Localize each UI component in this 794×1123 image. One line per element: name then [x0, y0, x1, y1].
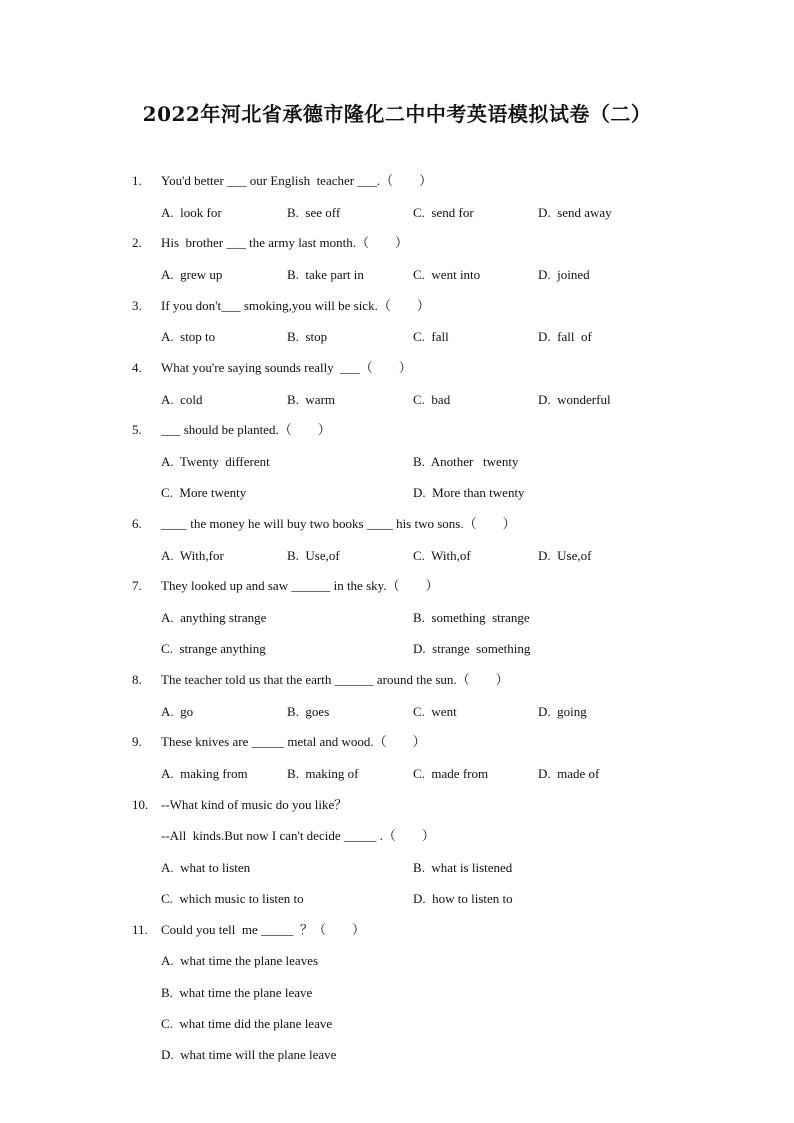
option-a[interactable]: A. making from	[161, 766, 248, 781]
option-b[interactable]: B. goes	[287, 704, 330, 719]
option-c[interactable]: C. went	[413, 704, 457, 719]
question-text: What you're saying sounds really ___（ ）	[161, 360, 412, 375]
option-b[interactable]: B. warm	[287, 392, 336, 407]
option-c[interactable]: C. With,of	[413, 548, 471, 563]
option-d[interactable]: D. send away	[538, 205, 612, 220]
question-number: 5.	[132, 422, 142, 437]
question-text: These knives are _____ metal and wood.（ ）	[161, 734, 426, 749]
question-text: --What kind of music do you like？	[161, 797, 348, 812]
option-d[interactable]: D. joined	[538, 267, 590, 282]
question-text: They looked up and saw ______ in the sky.（ ）	[161, 578, 439, 593]
option-c[interactable]: C. made from	[413, 766, 489, 781]
option-c[interactable]: C. which music to listen to	[161, 891, 304, 906]
question-number: 11.	[132, 922, 148, 937]
question-text: Could you tell me _____ ？（ ）	[161, 922, 366, 937]
option-d[interactable]: D. what time will the plane leave	[161, 1047, 337, 1062]
option-d[interactable]: D. fall of	[538, 329, 592, 344]
question-number: 6.	[132, 516, 142, 531]
question-text: ____ the money he will buy two books ____ his two sons.（ ）	[161, 516, 516, 531]
option-b[interactable]: B. stop	[287, 329, 328, 344]
question-number: 8.	[132, 672, 142, 687]
option-c[interactable]: C. fall	[413, 329, 449, 344]
question-number: 1.	[132, 173, 142, 188]
option-c[interactable]: C. send for	[413, 205, 474, 220]
option-a[interactable]: A. cold	[161, 392, 203, 407]
option-d[interactable]: D. Use,of	[538, 548, 592, 563]
question-text: His brother ___ the army last month.（ ）	[161, 235, 408, 250]
option-b[interactable]: B. what time the plane leave	[161, 985, 313, 1000]
option-a[interactable]: A. anything strange	[161, 610, 267, 625]
option-d[interactable]: D. how to listen to	[413, 891, 513, 906]
option-d[interactable]: D. going	[538, 704, 587, 719]
option-b[interactable]: B. making of	[287, 766, 359, 781]
question-number: 2.	[132, 235, 142, 250]
option-d[interactable]: D. wonderful	[538, 392, 611, 407]
option-b[interactable]: B. what is listened	[413, 860, 513, 875]
question-text: The teacher told us that the earth ______ around the sun.（ ）	[161, 672, 509, 687]
question-text: You'd better ___ our English teacher ___.（ ）	[161, 173, 433, 188]
option-a[interactable]: A. With,for	[161, 548, 224, 563]
option-a[interactable]: A. stop to	[161, 329, 216, 344]
option-d[interactable]: D. strange something	[413, 641, 531, 656]
option-c[interactable]: C. More twenty	[161, 485, 247, 500]
option-c[interactable]: C. went into	[413, 267, 481, 282]
option-a[interactable]: A. grew up	[161, 267, 223, 282]
option-b[interactable]: B. Another twenty	[413, 454, 519, 469]
option-a[interactable]: A. Twenty different	[161, 454, 270, 469]
option-b[interactable]: B. see off	[287, 205, 341, 220]
option-a[interactable]: A. go	[161, 704, 194, 719]
question-number: 4.	[132, 360, 142, 375]
question-number: 3.	[132, 298, 142, 313]
option-d[interactable]: D. More than twenty	[413, 485, 525, 500]
option-b[interactable]: B. Use,of	[287, 548, 340, 563]
option-a[interactable]: A. look for	[161, 205, 222, 220]
option-c[interactable]: C. strange anything	[161, 641, 266, 656]
question-text: --All kinds.But now I can't decide _____ .（ ）	[161, 828, 435, 843]
option-d[interactable]: D. made of	[538, 766, 600, 781]
option-b[interactable]: B. something strange	[413, 610, 530, 625]
question-text: ___ should be planted.（ ）	[161, 422, 331, 437]
option-c[interactable]: C. what time did the plane leave	[161, 1016, 333, 1031]
option-c[interactable]: C. bad	[413, 392, 451, 407]
page-title: 2022年河北省承德市隆化二中中考英语模拟试卷（二）	[142, 102, 652, 126]
option-b[interactable]: B. take part in	[287, 267, 364, 282]
question-number: 7.	[132, 578, 142, 593]
question-number: 9.	[132, 734, 142, 749]
question-text: If you don't___ smoking,you will be sick.（ ）	[161, 298, 430, 313]
question-number: 10.	[132, 797, 149, 812]
option-a[interactable]: A. what to listen	[161, 860, 251, 875]
option-a[interactable]: A. what time the plane leaves	[161, 953, 319, 968]
